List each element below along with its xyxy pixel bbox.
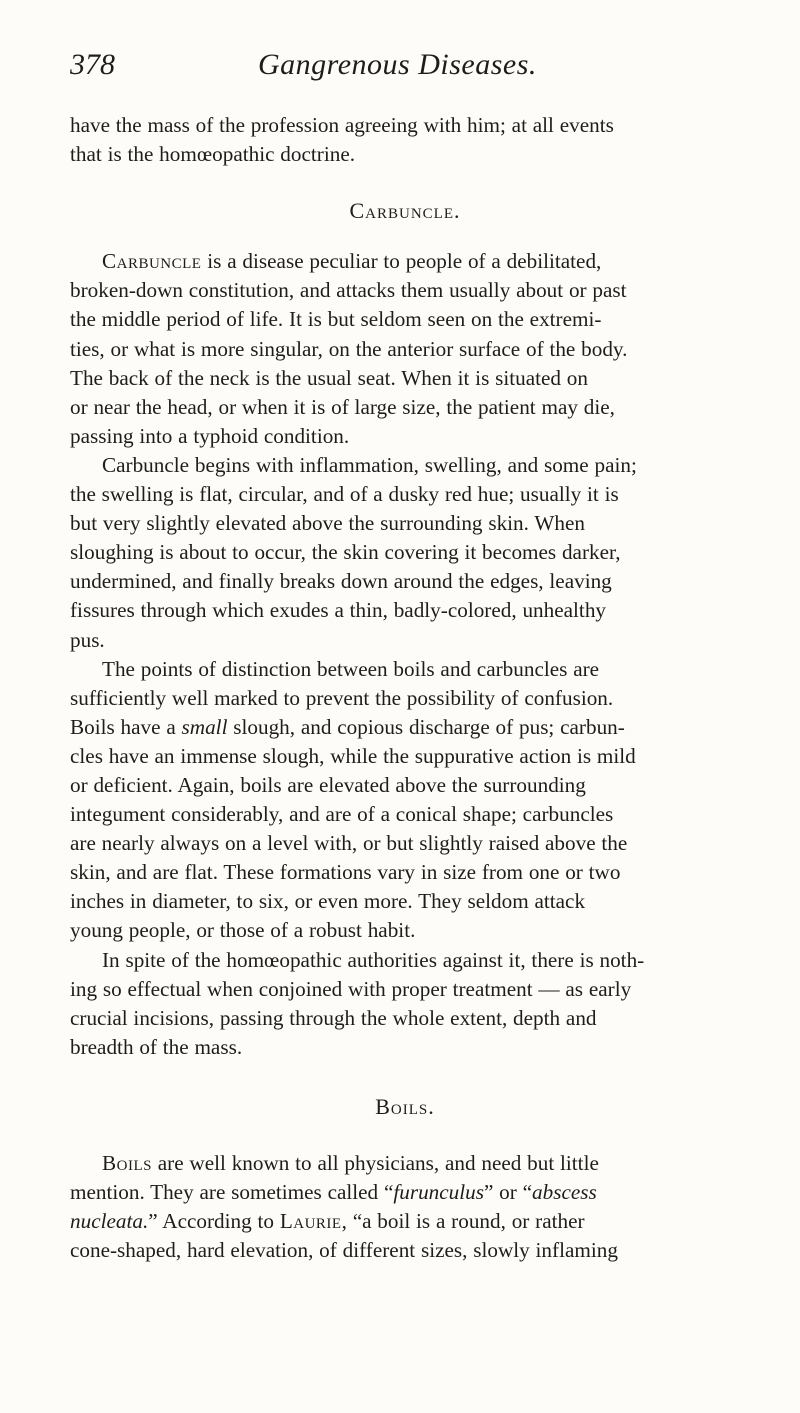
text-line: ing so effectual when conjoined with proper treatment — as early: [70, 976, 632, 1001]
emphasis: furunculus: [393, 1180, 484, 1205]
text-line: or near the head, or when it is of large size, the patient may die,: [70, 394, 615, 419]
text-line: Boils have a small slough, and copious discharge of pus; carbun-: [70, 714, 625, 739]
text-line: cles have an immense slough, while the suppurative action is mild: [70, 743, 636, 768]
text-line: or deficient. Again, boils are elevated above the surrounding: [70, 772, 586, 797]
emphasis: nucleata.: [70, 1209, 149, 1234]
emphasis: abscess: [532, 1180, 597, 1205]
lead-word: Boils: [102, 1151, 152, 1175]
text-line: crucial incisions, passing through the whole extent, depth and: [70, 1005, 597, 1030]
text-line: pus.: [70, 627, 105, 652]
paragraph: [70, 655, 740, 946]
text-line: fissures through which exudes a thin, badly-colored, unhealthy: [70, 598, 607, 623]
page-body: [70, 111, 740, 1265]
author-name: Laurie: [279, 1209, 342, 1234]
text-line: young people, or those of a robust habit.: [70, 918, 416, 943]
text-line: The back of the neck is the usual seat. When it is situated on: [70, 365, 588, 390]
text-line: Carbuncle is a disease peculiar to people of a debilitated,: [102, 249, 602, 274]
paragraph: [70, 247, 740, 451]
text-line: broken-down constitution, and attacks them usually about or past: [70, 278, 627, 303]
paragraph: [70, 946, 740, 1062]
text-line: ties, or what is more singular, on the anterior surface of the body.: [70, 336, 628, 361]
text-line: integument considerably, and are of a conical shape; carbuncles: [70, 802, 614, 827]
text-line: are nearly always on a level with, or but slightly raised above the: [70, 831, 628, 856]
text-line: inches in diameter, to six, or even more. They seldom attack: [70, 889, 586, 914]
text-line: the middle period of life. It is but seldom seen on the extremi-: [70, 307, 602, 332]
text-line: sloughing is about to occur, the skin covering it becomes darker,: [70, 540, 621, 565]
intro-paragraph: [70, 111, 740, 169]
running-title: Gangrenous Diseases.: [258, 48, 537, 81]
text-line: passing into a typhoid condition.: [70, 423, 350, 448]
text-line: Carbuncle begins with inflammation, swelling, and some pain;: [102, 452, 637, 477]
emphasis: small: [181, 714, 228, 739]
text-line: Boils are well known to all physicians, and need but little: [102, 1151, 599, 1175]
paragraph: [70, 1149, 740, 1265]
text-line: that is the homœopathic doctrine.: [70, 142, 356, 167]
lead-word: Carbuncle: [102, 249, 202, 274]
text-line: undermined, and finally breaks down around the edges, leaving: [70, 569, 612, 594]
page-header: [70, 48, 740, 88]
section-heading-boils: Boils.: [375, 1093, 435, 1119]
text-line: nucleata.” According to Laurie, “a boil is a round, or rather: [70, 1209, 585, 1234]
text-line: but very slightly elevated above the surrounding skin. When: [70, 511, 585, 536]
text-line: The points of distinction between boils and carbuncles are: [102, 656, 600, 681]
text-line: In spite of the homœopathic authorities against it, there is noth-: [102, 947, 645, 972]
text-line: skin, and are flat. These formations vary in size from one or two: [70, 860, 621, 885]
text-line: sufficiently well marked to prevent the possibility of confusion.: [70, 685, 614, 710]
text-line: the swelling is flat, circular, and of a dusky red hue; usually it is: [70, 482, 619, 507]
text-line: breadth of the mass.: [70, 1034, 243, 1059]
text-line: cone-shaped, hard elevation, of different sizes, slowly inflaming: [70, 1238, 618, 1263]
section-heading-carbuncle: Carbuncle.: [349, 198, 461, 224]
paragraph: [70, 451, 740, 655]
page-number: 378: [70, 48, 115, 81]
text-line: have the mass of the profession agreeing with him; at all events: [70, 113, 614, 137]
text-line: mention. They are sometimes called “furunculus” or “abscess: [70, 1180, 597, 1205]
